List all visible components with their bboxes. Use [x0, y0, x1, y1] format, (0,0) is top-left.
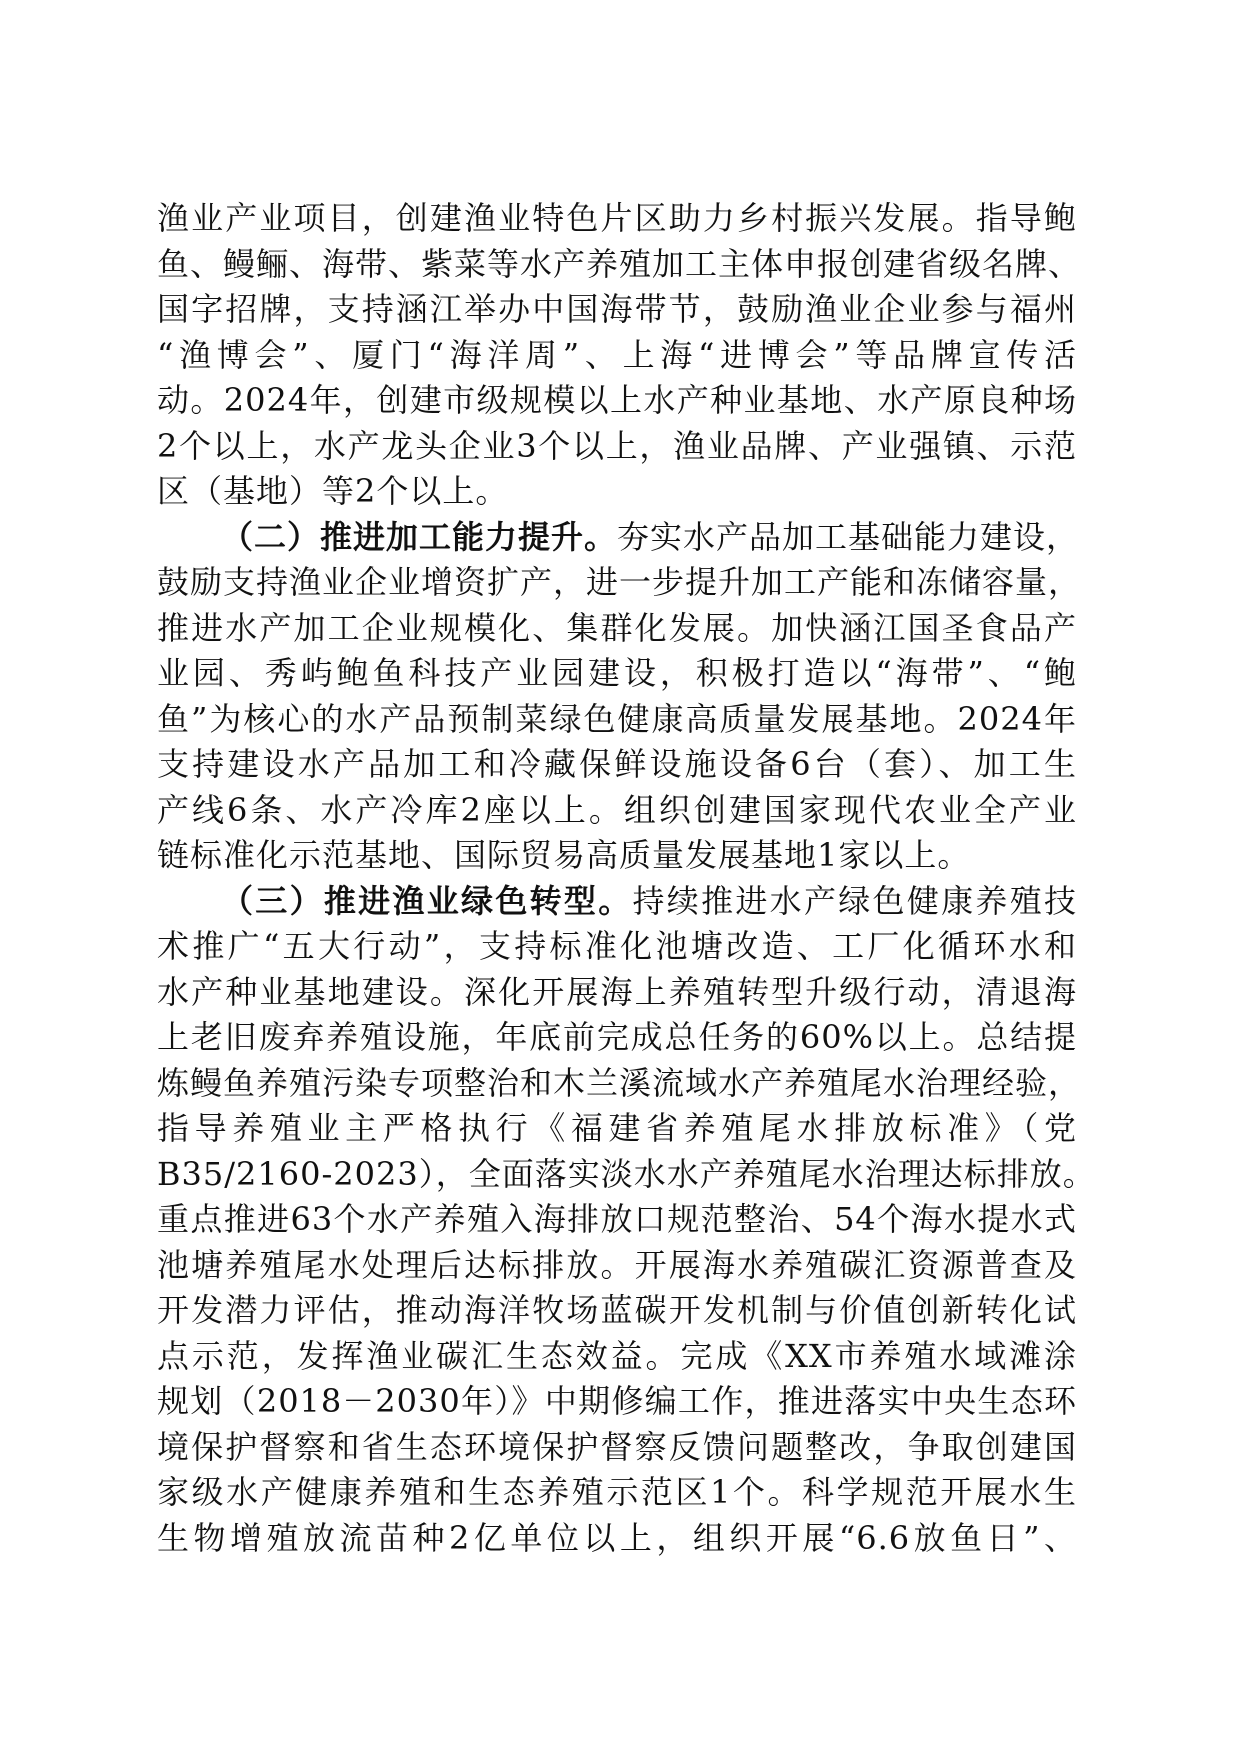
- text-line: 链标准化示范基地、国际贸易高质量发展基地1家以上。: [157, 836, 971, 874]
- paragraph-3: [157, 879, 1096, 1562]
- text-line: [157, 515, 1080, 561]
- text-line: 业园、秀屿鲍鱼科技产业园建设，积极打造以“海带”、“鲍: [157, 654, 1077, 692]
- text-line: 产线6条、水产冷库2座以上。组织创建国家现代农业全产业: [157, 790, 1077, 829]
- text-line: 鱼、鳗鲡、海带、紫菜等水产养殖加工主体申报创建省级名牌、: [157, 244, 1082, 283]
- text-line: 术推广“五大行动”，支持标准化池塘改造、工厂化循环水和: [157, 927, 1077, 965]
- text-line: “渔博会”、厦门“海洋周”、上海“进博会”等品牌宣传活: [157, 335, 1077, 374]
- text-line: 开发潜力评估，推动海洋牧场蓝碳开发机制与价值创新转化试: [157, 1291, 1077, 1329]
- text-line: 重点推进63个水产养殖入海排放口规范整治、54个海水提水式: [157, 1200, 1077, 1238]
- text-line: 鼓励支持渔业企业增资扩产，进一步提升加工产能和冻储容量，: [157, 563, 1082, 601]
- text-line: 上老旧废弃养殖设施，年底前完成总任务的60%以上。总结提: [157, 1018, 1077, 1056]
- text-line: 炼鳗鱼养殖污染专项整治和木兰溪流域水产养殖尾水治理经验，: [157, 1063, 1082, 1102]
- text-line: 指导养殖业主严格执行《福建省养殖尾水排放标准》（党: [157, 1109, 1077, 1147]
- text-line: 推进水产加工企业规模化、集群化发展。加快涵江国圣食品产: [157, 608, 1077, 647]
- text-line: 池塘养殖尾水处理后达标排放。开展海水养殖碳汇资源普查及: [157, 1245, 1077, 1284]
- text-line: 鱼”为核心的水产品预制菜绿色健康高质量发展基地。2024年: [157, 699, 1077, 738]
- text-line: 动。2024年，创建市级规模以上水产种业基地、水产原良种场: [157, 381, 1077, 419]
- text-line: 国字招牌，支持涵江举办中国海带节，鼓励渔业企业参与福州: [157, 290, 1077, 328]
- text-line: 生物增殖放流苗种2亿单位以上，组织开展“6.6放鱼日”、: [157, 1518, 1077, 1557]
- text-line: 规划（2018－2030年）》中期修编工作，推进落实中央生态环: [157, 1382, 1077, 1420]
- text-line: 渔业产业项目，创建渔业特色片区助力乡村振兴发展。指导鲍: [157, 199, 1077, 237]
- text-line: 2个以上，水产龙头企业3个以上，渔业品牌、产业强镇、示范: [157, 426, 1077, 465]
- text-line: 家级水产健康养殖和生态养殖示范区1个。科学规范开展水生: [157, 1473, 1077, 1511]
- body-text: [157, 196, 1096, 1561]
- text-line: B35/2160-2023），全面落实淡水水产养殖尾水治理达标排放。: [157, 1154, 1096, 1193]
- text-line: 支持建设水产品加工和冷藏保鲜设施设备6台（套）、加工生: [157, 745, 1077, 783]
- text-line: 水产种业基地建设。深化开展海上养殖转型升级行动，清退海: [157, 972, 1077, 1011]
- paragraph-2: [157, 515, 1082, 879]
- section-heading: （二）推进加工能力提升。: [221, 517, 618, 556]
- text-line: 区（基地）等2个以上。: [157, 472, 509, 510]
- text-line: 点示范，发挥渔业碳汇生态效益。完成《XX市养殖水域滩涂: [157, 1336, 1077, 1375]
- paragraph-1: [157, 196, 1082, 515]
- heading-line-rest: 夯实水产品加工基础能力建设，: [617, 517, 1080, 556]
- text-line: 境保护督察和省生态环境保护督察反馈问题整改，争取创建国: [157, 1427, 1077, 1466]
- text-line: [157, 879, 1077, 925]
- heading-line-rest: 持续推进水产绿色健康养殖技: [632, 881, 1077, 920]
- section-heading: （三）推进渔业绿色转型。: [221, 881, 633, 920]
